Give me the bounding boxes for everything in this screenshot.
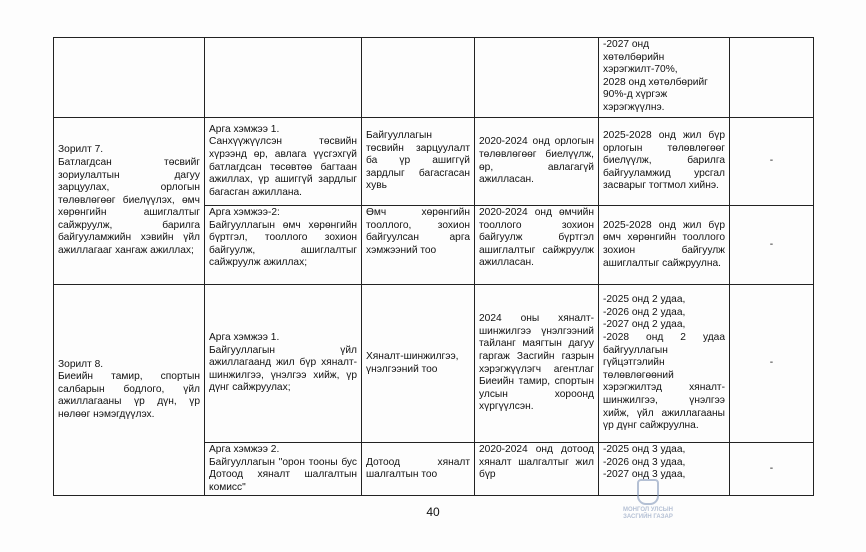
goal-7-text: Зорилт 7. Батлагдсан төсвийг зориулалтын дагуу зарцуулах, орлогын төлөвлөгөөг биелүүлэх, өмч хөрөнгийн ашиглалтыг сайжруулж, барилга байгууламжийн хэвийн үйл ажиллагааг хангаж ажиллах; xyxy=(58,144,200,257)
measure-text: Арга хэмжээ-2: Байгууллагын өмч хөрөнгийн бүртгэл, тооллого зохион байгуулж, ашиглалтыг сайжруулж ажиллах; xyxy=(209,207,357,269)
baseline-text: 2020-2024 онд орлогын төлөвлөгөөг биелүүлж, өр, авлагагүй ажилласан. xyxy=(479,136,594,186)
note-text: - xyxy=(769,238,774,250)
target-text: -2027 онд хөтөлбөрийн хэрэгжилт-70%, 2028 онд хөтөлбөрийг 90%-д хүргэж хэрэгжүүлнэ. xyxy=(603,39,708,113)
target-text: -2025 онд 3 удаа, -2026 онд 3 удаа, -2027 онд 3 удаа, xyxy=(603,444,686,481)
target-text: 2025-2028 онд жил бүр өмч хөрөнгийн тооллого зохион байгуулж ашиглалтыг сайжруулна. xyxy=(603,219,725,269)
table-cell xyxy=(362,206,475,285)
table-row xyxy=(54,285,814,443)
note-text: - xyxy=(769,357,774,369)
measure-text: Арга хэмжээ 1. Байгууллагын үйл ажиллагаанд жил бүр хяналт-шинжилгээ, үнэлгээ хийж, үр дүнг сайжруулах; xyxy=(209,332,357,394)
table-cell xyxy=(730,38,814,118)
table-cell xyxy=(599,118,730,206)
measure-text: Арга хэмжээ 2. Байгууллагын "орон тооны бус Дотоод хяналт шалгалтын комисс" xyxy=(209,444,357,493)
table-cell xyxy=(599,206,730,285)
baseline-text: 2020-2024 онд өмчийн тооллого зохион байгуулж бүртгэл ашиглалтыг сайжруулж ажилласан. xyxy=(479,207,594,269)
table-cell xyxy=(475,38,599,118)
table-cell xyxy=(599,38,730,118)
table-cell xyxy=(205,118,362,206)
watermark-text: МОНГОЛ УЛСЫН ЗАСГИЙН ГАЗАР xyxy=(623,507,673,520)
baseline-text: 2020-2024 онд дотоод хяналт шалгалтыг жил бүр xyxy=(479,444,594,481)
table-cell xyxy=(54,38,205,118)
table-cell xyxy=(362,443,475,496)
table-cell xyxy=(730,443,814,496)
note-text: - xyxy=(769,462,774,474)
table-cell xyxy=(362,38,475,118)
indicator-text: Өмч хөрөнгийн тооллого, зохион байгуулсан арга хэмжээний тоо xyxy=(366,207,470,256)
table-cell xyxy=(205,443,362,496)
indicator-text: Байгууллагын төсвийн зарцуулалт ба үр ашиггүй зардлыг багасгасан хувь xyxy=(366,130,470,192)
goal-8-text: Зорилт 8. Биеийн тамир, спортын салбарын бодлого, үйл ажиллагааны үр дүн, үр нөлөөг нэмэгдүүлэх. xyxy=(58,358,200,421)
emblem-icon xyxy=(637,479,659,505)
table-cell xyxy=(362,285,475,443)
indicator-text: Дотоод хяналт шалгалтын тоо xyxy=(366,456,470,481)
target-text: 2025-2028 онд жил бүр орлогын төлөвлөгөөг биелүүлж, барилга байгууламжид урсгал засварыг тогтмол хийнэ. xyxy=(603,130,725,192)
table-cell xyxy=(362,118,475,206)
indicator-text: Хяналт-шинжилгээ, үнэлгээний тоо xyxy=(366,350,459,375)
page-number: 40 xyxy=(426,505,440,519)
table-cell xyxy=(730,206,814,285)
table-cell xyxy=(475,285,599,443)
table-cell xyxy=(475,118,599,206)
table-cell xyxy=(205,285,362,443)
baseline-text: 2024 оны хяналт-шинжилгээ үнэлгээний тайланг маягтын дагуу гаргаж Засгийн газрын хэрэгжүүлэгч агентлаг Биеийн тамир, спортын улсын хороонд хүргүүлсэн. xyxy=(479,313,594,413)
table-cell xyxy=(730,285,814,443)
note-text: - xyxy=(769,155,774,167)
table-row xyxy=(54,38,814,118)
action-plan-table xyxy=(53,37,814,496)
measure-text: Арга хэмжээ 1. Санхүүжүүлсэн төсвийн хүрээнд өр, авлага үүсгэхгүй батлагдсан төсөвтөө багтаан ажиллах, үр ашиггүй зардлыг багасган ажиллана. xyxy=(209,123,357,198)
goal-cell xyxy=(54,285,205,496)
table-cell xyxy=(475,443,599,496)
table-cell xyxy=(599,285,730,443)
target-text: -2025 онд 2 удаа, -2026 онд 2 удаа, -2027 онд 2 удаа, -2028 онд 2 удаа байгууллагын гүйцэтгэлийн төлөвлөгөөний хэрэгжилтэд хяналт-шинжилгээ, үнэлгээ хийж, үйл ажиллагааны үр дүнг сайжруулна. xyxy=(603,294,725,432)
government-watermark xyxy=(612,473,684,533)
table-cell xyxy=(475,206,599,285)
table-cell xyxy=(730,118,814,206)
goal-cell xyxy=(54,118,205,285)
table-cell xyxy=(205,206,362,285)
table-row xyxy=(54,118,814,206)
table-cell xyxy=(205,38,362,118)
